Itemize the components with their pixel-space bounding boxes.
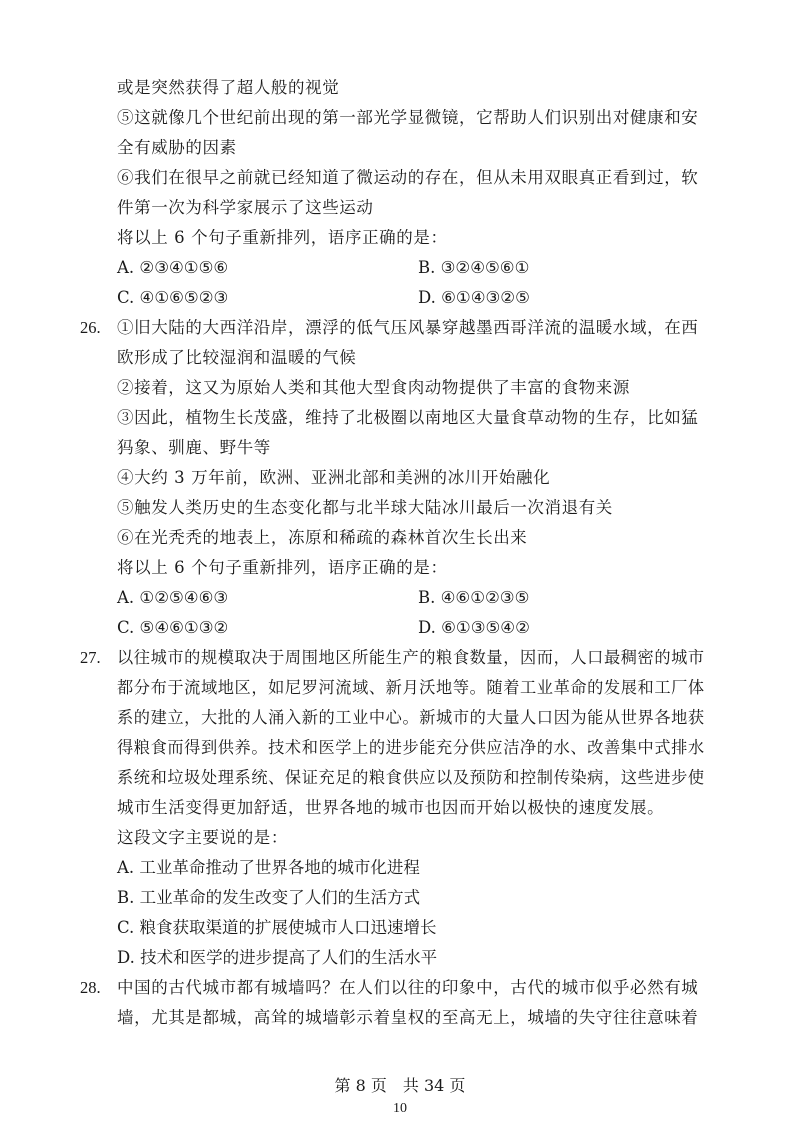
option-d: D. 技术和医学的进步提高了人们的生活水平 xyxy=(117,948,438,967)
question-27-line: 系统和垃圾处理系统、保证充足的粮食供应以及预防和控制传染病，这些进步使 xyxy=(117,768,705,787)
option-b: B. 工业革命的发生改变了人们的生活方式 xyxy=(117,888,421,907)
question-number: 28. xyxy=(80,978,101,997)
question-26-line: ④大约 3 万年前，欧洲、亚洲北部和美洲的冰川开始融化 xyxy=(117,468,551,487)
sheet-number: 10 xyxy=(393,1101,407,1116)
option-a: A. ②③④①⑤⑥ xyxy=(117,258,229,277)
question-28-line: 中国的古代城市都有城墙吗？在人们以往的印象中，古代的城市似乎必然有城 xyxy=(117,978,699,997)
question-27-line: 得粮食而得到供养。技术和医学上的进步能充分供应洁净的水、改善集中式排水 xyxy=(117,738,705,757)
question-26-line: ⑥在光秃秃的地表上，冻原和稀疏的森林首次生长出来 xyxy=(117,528,528,547)
option-c: C. ④①⑥⑤②③ xyxy=(117,288,229,307)
question-28-line: 墙，尤其是都城，高耸的城墙彰示着皇权的至高无上，城墙的失守往往意味着 xyxy=(117,1008,699,1027)
question-25-line: ⑥我们在很早之前就已经知道了微运动的存在，但从未用双眼真正看到过，软 xyxy=(117,168,699,187)
question-26-line: 犸象、驯鹿、野牛等 xyxy=(117,438,271,457)
option-d: D. ⑥①③⑤④② xyxy=(418,618,530,637)
question-25-prompt: 将以上 6 个句子重新排列，语序正确的是： xyxy=(117,228,448,247)
question-25-line: 或是突然获得了超人般的视觉 xyxy=(117,78,340,97)
page-footer-label: 第 8 页 共 34 页 xyxy=(334,1076,466,1095)
question-25-line: 件第一次为科学家展示了这些运动 xyxy=(117,198,374,217)
question-25-line: ⑤这就像几个世纪前出现的第一部光学显微镜，它帮助人们识别出对健康和安 xyxy=(117,108,699,127)
option-b: B. ④⑥①②③⑤ xyxy=(418,588,530,607)
question-26-line: 欧形成了比较湿润和温暖的气候 xyxy=(117,348,357,367)
question-25-line: 全有威胁的因素 xyxy=(117,138,237,157)
question-number: 27. xyxy=(80,648,101,667)
question-26-line: ②接着，这又为原始人类和其他大型食肉动物提供了丰富的食物来源 xyxy=(117,378,630,397)
question-27-line: 以往城市的规模取决于周围地区所能生产的粮食数量，因而，人口最稠密的城市 xyxy=(117,648,705,667)
question-26-prompt: 将以上 6 个句子重新排列，语序正确的是： xyxy=(117,558,448,577)
question-26-line: ①旧大陆的大西洋沿岸，漂浮的低气压风暴穿越墨西哥洋流的温暖水域，在西 xyxy=(117,318,699,337)
option-b: B. ③②④⑤⑥① xyxy=(418,258,530,277)
option-d: D. ⑥①④③②⑤ xyxy=(418,288,530,307)
option-a: A. ①②⑤④⑥③ xyxy=(117,588,229,607)
question-27-line: 系的建立，大批的人涌入新的工业中心。新城市的大量人口因为能从世界各地获 xyxy=(117,708,705,727)
question-26-line: ⑤触发人类历史的生态变化都与北半球大陆冰川最后一次消退有关 xyxy=(117,498,613,517)
question-number: 26. xyxy=(80,318,101,337)
question-27-line: 城市生活变得更加舒适，世界各地的城市也因而开始以极快的速度发展。 xyxy=(117,798,665,817)
question-26-line: ③因此，植物生长茂盛，维持了北极圈以南地区大量食草动物的生存，比如猛 xyxy=(117,408,699,427)
option-a: A. 工业革命推动了世界各地的城市化进程 xyxy=(117,858,420,877)
question-27-prompt: 这段文字主要说的是： xyxy=(117,828,288,847)
question-27-line: 都分布于流域地区，如尼罗河流域、新月沃地等。随着工业革命的发展和工厂体 xyxy=(117,678,705,697)
option-c: C. ⑤④⑥①③② xyxy=(117,618,229,637)
option-c: C. 粮食获取渠道的扩展使城市人口迅速增长 xyxy=(117,918,437,937)
